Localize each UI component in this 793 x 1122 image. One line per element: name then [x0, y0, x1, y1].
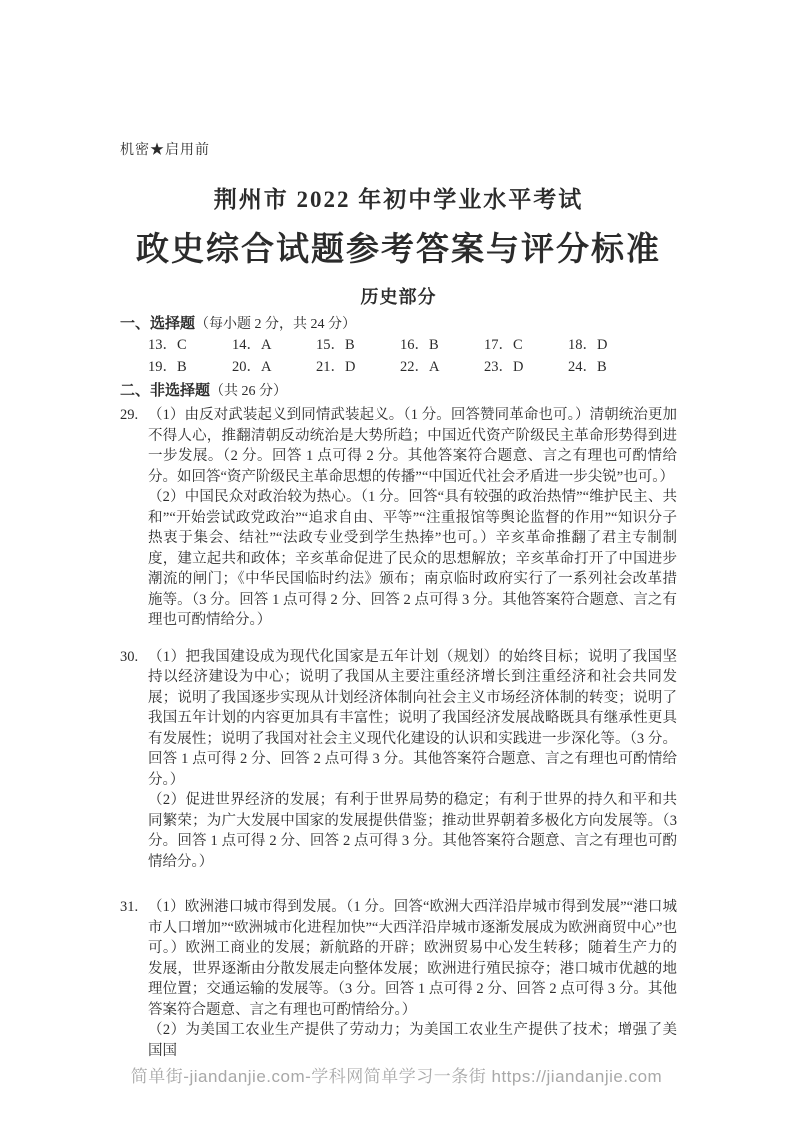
- answer-item-22: 22．A: [400, 359, 440, 375]
- essay-section-title: 二、非选择题: [120, 382, 211, 399]
- question-29-answer-part-1: （1）由反对武装起义到同情武装起义。（1 分。回答赞同革命也可。）清朝统治更加不得人心，推翻清朝反动统治是大势所趋；中国近代资产阶级民主革命形势得到进一步发展。（2 分。回答 1 点可得 2 分。其他答案符合题意、言之有理也可酌情给分。如回答“资产阶级民主革命思想的传播”“中国近代社会矛盾进一步尖锐”也可。）: [148, 407, 677, 485]
- answer-item-23: 23．D: [484, 359, 524, 375]
- choice-answers-row-1: [120, 334, 677, 356]
- confidential-label: 机密★启用前: [120, 143, 210, 158]
- answer-item-20: 20．A: [232, 359, 272, 375]
- answer-item-24: 24．B: [568, 359, 607, 375]
- answer-item-17: 17．C: [484, 337, 523, 353]
- choice-section-heading: [120, 315, 677, 334]
- footer-watermark: 简单街-jiandanjie.com-学科网简单学习一条街 https://jiandanjie.com: [130, 1067, 663, 1086]
- choice-section-title: 一、选择题: [120, 315, 196, 332]
- answer-item-18: 18．D: [568, 337, 608, 353]
- question-31-answer-part-1: （1）欧洲港口城市得到发展。（1 分。回答“欧洲大西洋沿岸城市得到发展”“港口城市人口增加”“欧洲城市化进程加快”“大西洋沿岸城市逐渐发展成为欧洲商贸中心”也可。）欧洲工商业的发展；新航路的开辟；欧洲贸易中心发生转移；随着生产力的发展，世界逐渐由分散发展走向整体发展；欧洲进行殖民掠夺；港口城市优越的地理位置；交通运输的发展等。（3 分。回答 1 点可得 2 分、回答 2 点可得 3 分。其他答案符合题意、言之有理也可酌情给分。）: [148, 899, 677, 1018]
- answer-item-14: 14．A: [232, 337, 272, 353]
- question-31-answer-part-2: （2）为美国工农业生产提供了劳动力；为美国工农业生产提供了技术；增强了美国国: [148, 1022, 677, 1059]
- answer-item-19: 19．B: [148, 359, 187, 375]
- question-31-number: 31.: [120, 899, 139, 915]
- choice-answers-row-2: [120, 356, 677, 378]
- question-31: [120, 897, 677, 1061]
- question-30-answer-part-1: （1）把我国建设成为现代化国家是五年计划（规划）的始终目标；说明了我国坚持以经济建设为中心；说明了我国从主要注重经济增长到注重经济和社会共同发展；说明了我国逐步实现从计划经济体制向社会主义市场经济体制的转变；说明了我国五年计划的内容更加具有丰富性；说明了我国经济发展战略既具有继承性更具有发展性；说明了我国对社会主义现代化建设的认识和实践进一步深化等。（3 分。回答 1 点可得 2 分、回答 2 点可得 3 分。其他答案符合题意、言之有理也可酌情给分。）: [148, 648, 677, 788]
- answer-item-13: 13．C: [148, 337, 187, 353]
- question-29-answer-part-2: （2）中国民众对政治较为热心。（1 分。回答“具有较强的政治热情”“维护民主、共和”“开始尝试政党政治”“追求自由、平等”“注重报馆等舆论监督的作用”“知识分子热衷于集会、结社”“法政专业受到学生热捧”也可。）辛亥革命推翻了君主专制制度，建立起共和政体；辛亥革命促进了民众的思想解放；辛亥革命打开了中国进步潮流的闸门；《中华民国临时约法》颁布；南京临时政府实行了一系列社会改革措施等。（3 分。回答 1 点可得 2 分、回答 2 点可得 3 分。其他答案符合题意、言之有理也可酌情给分。）: [148, 489, 677, 628]
- answer-item-16: 16．B: [400, 337, 439, 353]
- exam-title: 荆州市 2022 年初中学业水平考试: [213, 187, 584, 212]
- question-30-number: 30.: [120, 648, 139, 665]
- question-30: [120, 647, 677, 873]
- answer-item-15: 15．B: [316, 337, 355, 353]
- essay-section-heading: [120, 382, 677, 401]
- essay-section-note: （共 26 分）: [210, 384, 288, 399]
- choice-section-note: （每小题 2 分，共 24 分）: [195, 317, 357, 332]
- question-29: [120, 405, 677, 631]
- question-29-number: 29.: [120, 407, 139, 423]
- document-title: 政史综合试题参考答案与评分标准: [136, 230, 661, 267]
- question-30-answer-part-2: （2）促进世界经济的发展；有利于世界局势的稳定；有利于世界的持久和平和共同繁荣；为广大发展中国家的发展提供借鉴；推动世界朝着多极化方向发展等。（3 分。回答 1 点可得 2 分、回答 2 点可得 3 分。其他答案符合题意、言之有理也可酌情给分。）: [148, 792, 677, 870]
- answer-item-21: 21．D: [316, 359, 356, 375]
- history-part-title: 历史部分: [360, 287, 437, 307]
- page-content: [120, 143, 677, 1061]
